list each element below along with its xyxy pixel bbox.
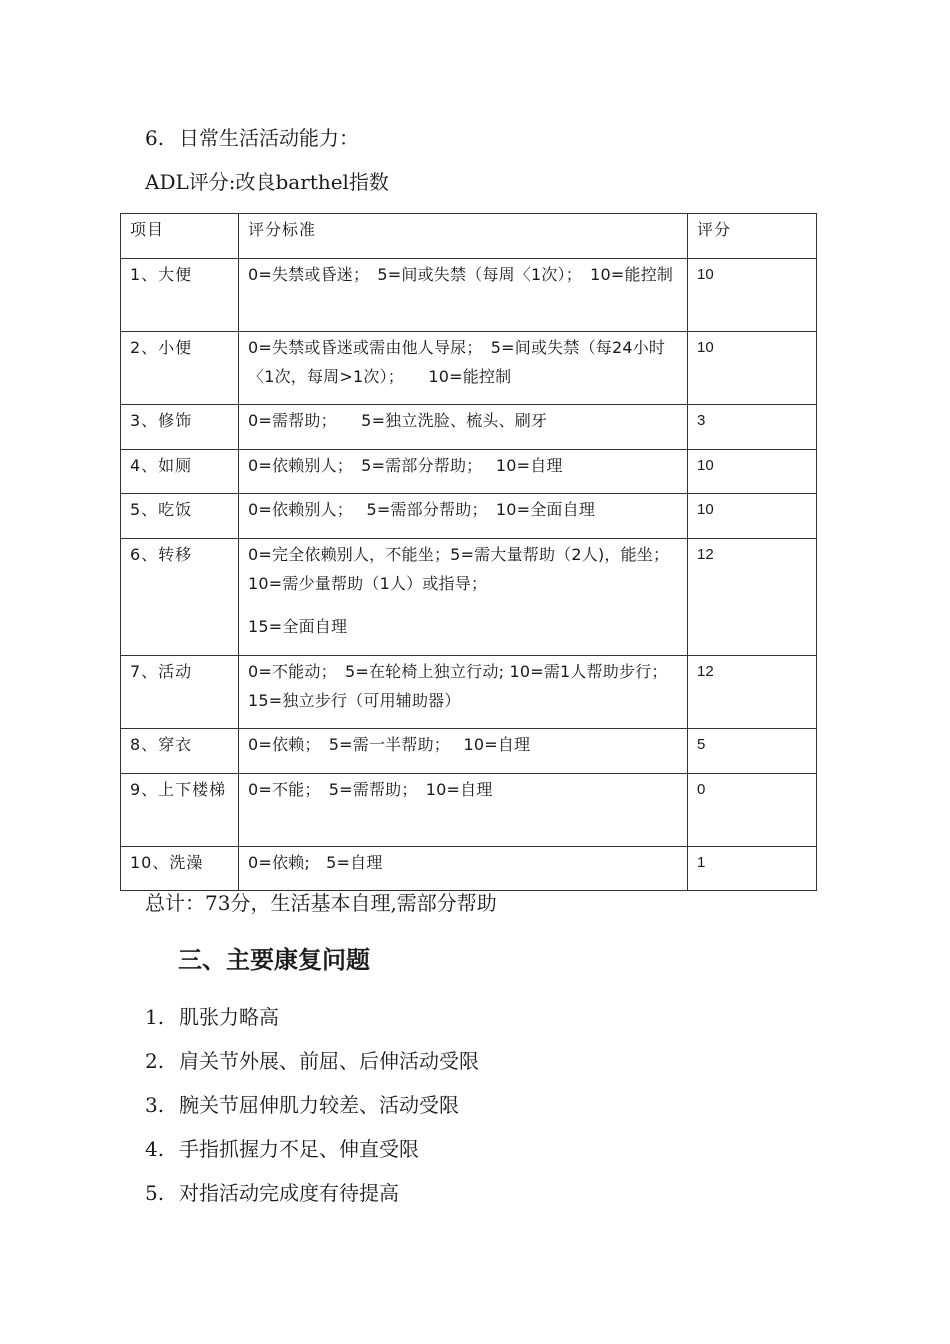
row-criteria: 0=依赖别人； 5=需部分帮助； 10=自理: [239, 450, 688, 494]
row-score: 5: [688, 729, 817, 774]
list-item-text: 肩关节外展、前屈、后伸活动受限: [179, 1049, 479, 1073]
row-score: 1: [688, 847, 817, 891]
list-item: [145, 1005, 279, 1029]
table-row: [121, 656, 817, 729]
row-score: 10: [688, 332, 817, 405]
table-row: [121, 405, 817, 450]
table-row: [121, 729, 817, 774]
row-score: 10: [688, 494, 817, 539]
list-item-text: 手指抓握力不足、伸直受限: [179, 1137, 419, 1161]
row-criteria: 0=依赖别人； 5=需部分帮助； 10=全面自理: [239, 494, 688, 539]
total-summary: 总计：73分，生活基本自理,需部分帮助: [145, 891, 497, 915]
row-score: 12: [688, 656, 817, 729]
row-item: 7、活动: [121, 656, 239, 729]
adl-score-table: [120, 213, 817, 891]
list-item-text: 肌张力略高: [179, 1005, 279, 1029]
header-item: 项目: [121, 214, 239, 259]
section-3-heading: 三、主要康复问题: [178, 946, 370, 974]
table-row: [121, 847, 817, 891]
row-criteria: 0=需帮助； 5=独立洗脸、梳头、刷牙: [239, 405, 688, 450]
list-item: [145, 1137, 419, 1161]
row-item: 6、转移: [121, 539, 239, 656]
row-item: 3、修饰: [121, 405, 239, 450]
row-item: 1、大便: [121, 259, 239, 332]
row-score: 0: [688, 774, 817, 847]
row-item: 5、吃饭: [121, 494, 239, 539]
list-item-text: 腕关节屈伸肌力较差、活动受限: [179, 1093, 459, 1117]
row-criteria: 0=依赖； 5=需一半帮助； 10=自理: [239, 729, 688, 774]
section-6-title: 日常生活活动能力：: [179, 126, 359, 150]
section-6-heading: [145, 126, 359, 150]
row-criteria: 0=不能； 5=需帮助； 10=自理: [239, 774, 688, 847]
row-item: 8、穿衣: [121, 729, 239, 774]
list-item: [145, 1049, 479, 1073]
row-criteria-cell: [239, 539, 688, 656]
header-criteria: 评分标准: [239, 214, 688, 259]
row-criteria-extra: 15=全面自理: [248, 617, 348, 636]
row-criteria: 0=完全依赖别人，不能坐；5=需大量帮助（2人)，能坐； 10=需少量帮助（1人）或指导；: [248, 545, 678, 593]
section-6-number: 6.: [145, 126, 165, 150]
list-item-text: 对指活动完成度有待提高: [179, 1181, 399, 1205]
table-row: [121, 450, 817, 494]
row-criteria: 0=失禁或昏迷或需由他人导尿； 5=间或失禁（每24小时〈1次，每周>1次）； 10=能控制: [239, 332, 688, 405]
adl-title: ADL评分:改良barthel指数: [145, 170, 389, 194]
table-row: [121, 494, 817, 539]
list-item-number: 4.: [145, 1137, 165, 1161]
table-row: [121, 332, 817, 405]
table-header-row: [121, 214, 817, 259]
table-row: [121, 259, 817, 332]
row-item: 10、洗澡: [121, 847, 239, 891]
row-score: 10: [688, 450, 817, 494]
header-score: 评分: [688, 214, 817, 259]
list-item-number: 2.: [145, 1049, 165, 1073]
row-score: 12: [688, 539, 817, 656]
row-criteria: 0=不能动； 5=在轮椅上独立行动; 10=需1人帮助步行； 15=独立步行（可用辅助器）: [239, 656, 688, 729]
row-criteria: 0=依赖; 5=自理: [239, 847, 688, 891]
list-item: [145, 1093, 459, 1117]
list-item-number: 1.: [145, 1005, 165, 1029]
row-score: 3: [688, 405, 817, 450]
row-item: 2、小便: [121, 332, 239, 405]
row-criteria: 0=失禁或昏迷； 5=间或失禁（每周〈1次）； 10=能控制: [239, 259, 688, 332]
table-row: [121, 774, 817, 847]
row-item: 9、上下楼梯: [121, 774, 239, 847]
table-row: [121, 539, 817, 656]
list-item: [145, 1181, 399, 1205]
list-item-number: 5.: [145, 1181, 165, 1205]
row-item: 4、如厕: [121, 450, 239, 494]
list-item-number: 3.: [145, 1093, 165, 1117]
row-score: 10: [688, 259, 817, 332]
